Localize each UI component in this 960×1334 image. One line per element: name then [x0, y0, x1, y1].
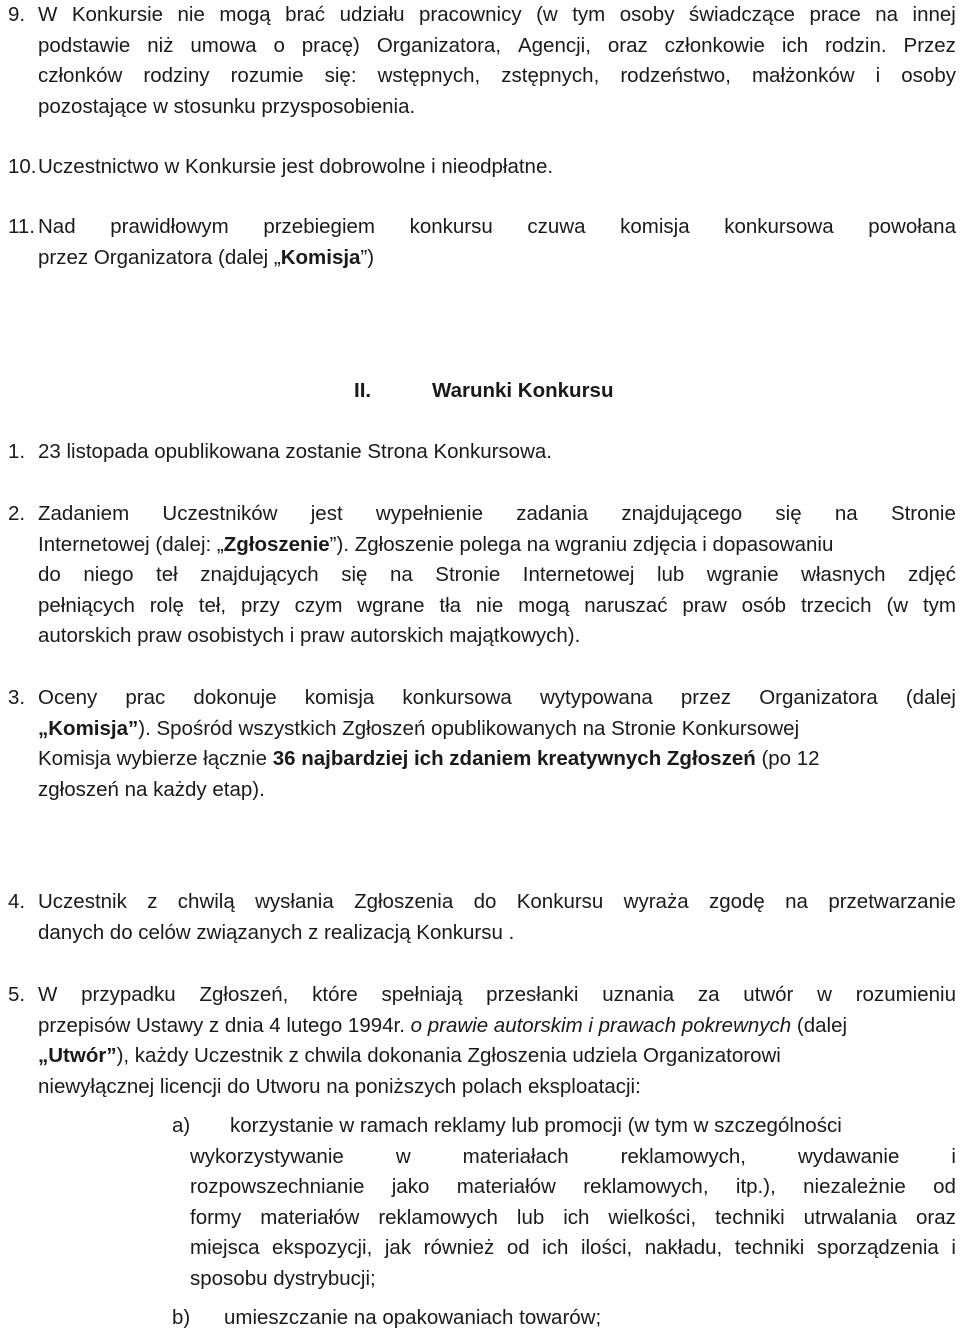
word: i	[951, 1236, 956, 1259]
text-line: niewyłącznej licencji do Utworu na poniższych polach eksploatacji:	[38, 1074, 641, 1098]
word: komisja	[304, 686, 375, 709]
word: reklamowych,	[583, 1175, 709, 1198]
text-fragment: przez Organizatora (dalej „	[38, 245, 281, 269]
text-fragment: (po 12	[755, 747, 820, 770]
condition-2	[8, 499, 956, 652]
word: uznania	[602, 983, 675, 1006]
word: Zgłoszeń,	[199, 983, 289, 1006]
word: od	[933, 1175, 956, 1198]
word: powołana	[868, 215, 956, 238]
word: rozumie	[230, 64, 304, 87]
word: ich	[781, 33, 809, 57]
text-line	[8, 714, 956, 745]
text-line: autorskich praw osobistych i praw autorskich majątkowych).	[38, 624, 581, 647]
word: przypadku	[81, 983, 176, 1006]
section-heading	[354, 376, 613, 406]
statute-title: o prawie autorskim i prawach pokrewnych	[410, 1013, 792, 1037]
word: W	[38, 983, 58, 1006]
justified-line	[8, 591, 956, 622]
numbered-word	[8, 212, 76, 243]
word: rozpowszechnianie	[190, 1175, 365, 1198]
word: przesłanki	[486, 983, 579, 1006]
text-fragment: Komisja wybierze łącznie	[38, 747, 273, 770]
word: Zgłoszenia	[354, 890, 454, 913]
word: przebiegiem	[263, 215, 375, 238]
justified-line	[172, 1172, 956, 1203]
word: rolę	[149, 593, 184, 617]
subitem-a	[172, 1111, 956, 1294]
word: niego	[83, 563, 134, 586]
word: teł	[156, 563, 178, 586]
text-line	[8, 530, 956, 561]
item-text: 23 listopada opublikowana zostanie Strona Konkursowa.	[38, 440, 552, 463]
word: sporządzenia	[816, 1236, 939, 1259]
condition-3	[8, 683, 956, 805]
word: brać	[285, 3, 326, 26]
word: na	[389, 563, 413, 586]
word: niż	[147, 33, 174, 57]
word: przetwarzanie	[828, 890, 956, 913]
word: trzecich	[800, 593, 872, 617]
word: świadczące	[688, 3, 795, 26]
word: zgodę	[708, 890, 765, 913]
word: formy	[190, 1205, 242, 1229]
word: jak	[384, 1236, 412, 1259]
text-line: danych do celów związanych z realizacją Konkursu .	[38, 920, 515, 944]
word: do	[473, 890, 497, 913]
justified-line	[172, 1203, 956, 1234]
word: się	[775, 502, 802, 525]
word: jest	[310, 502, 343, 525]
word: wypełnienie	[375, 502, 484, 525]
word: znajdującego	[621, 502, 743, 525]
word: o	[273, 33, 285, 57]
text-fragment: ), każdy Uczestnik z chwila dokonania Zgłoszenia udziela Organizatorowi	[116, 1044, 781, 1067]
word: małżonków	[751, 64, 855, 87]
subitem-label: b)	[172, 1306, 191, 1329]
text-fragment: ”)	[360, 245, 375, 269]
item-number: 2.	[8, 502, 26, 525]
paragraph-10	[8, 152, 956, 183]
defined-term: Komisja	[280, 245, 361, 269]
word: i	[875, 64, 881, 87]
word: rodziny	[143, 64, 210, 87]
text-fragment: ). Spośród wszystkich Zgłoszeń opublikowanych na Stronie Konkursowej	[138, 716, 800, 740]
word: w	[395, 1144, 411, 1168]
justified-line	[8, 683, 956, 714]
word: nakładu,	[644, 1236, 723, 1259]
justified-line	[172, 1233, 956, 1264]
item-number: 11.	[8, 215, 35, 238]
word: wykorzystywanie	[190, 1144, 344, 1168]
word: nie	[475, 593, 504, 617]
text-line: sposobu dystrybucji;	[190, 1266, 376, 1290]
item-text: Uczestnictwo w Konkursie jest dobrowolne i nieodpłatne.	[38, 155, 554, 178]
word: tym	[922, 593, 956, 617]
word: przez	[680, 686, 732, 709]
numbered-word	[8, 0, 57, 31]
text-line: zgłoszeń na każdy etap).	[38, 777, 265, 801]
text-line	[8, 243, 956, 274]
word: ekspozycji,	[272, 1236, 373, 1259]
word: itp.),	[735, 1175, 776, 1198]
text-line	[8, 744, 956, 775]
word: wielkości,	[608, 1205, 697, 1229]
word: się	[341, 563, 368, 586]
word: Oceny	[38, 686, 98, 709]
word: osoby	[901, 64, 956, 87]
justified-line	[8, 499, 956, 530]
word: techniki	[734, 1236, 805, 1259]
justified-line	[8, 887, 956, 918]
word: (w	[536, 3, 558, 26]
item-number: 5.	[8, 983, 26, 1006]
word: pracę)	[301, 33, 360, 57]
defined-term: Zgłoszenie	[223, 532, 330, 556]
word: materiałów	[456, 1175, 556, 1198]
word: chwilą	[177, 890, 235, 913]
word: prace	[809, 3, 861, 26]
word: Organizatora,	[376, 33, 502, 57]
word: Uczestników	[162, 502, 278, 525]
word: prawidłowym	[110, 215, 229, 238]
word: Uczestnik	[38, 890, 127, 913]
word: teł,	[198, 593, 227, 617]
word: rodzin.	[825, 33, 887, 57]
justified-line	[8, 0, 956, 31]
word: materiałach	[462, 1144, 569, 1168]
word: z	[147, 890, 158, 913]
section-number: II.	[354, 379, 372, 402]
word: tła	[439, 593, 462, 617]
item-number: 10.	[8, 155, 37, 178]
word: Nad	[38, 215, 76, 238]
paragraph-9	[8, 0, 956, 122]
numbered-word	[8, 683, 97, 714]
word: czym	[294, 593, 343, 617]
word: członków	[38, 64, 123, 87]
word: Zadaniem	[38, 502, 130, 525]
numbered-word	[8, 980, 57, 1011]
text-fragment: korzystanie w ramach reklamy lub promocji (w tym w szczególności	[230, 1114, 842, 1137]
text-line	[172, 1303, 956, 1334]
word: zstępnych,	[501, 64, 600, 87]
word: tym	[572, 3, 606, 26]
condition-1	[8, 437, 956, 468]
text-line: pozostające w stosunku przysposobienia.	[38, 94, 416, 118]
item-number: 4.	[8, 890, 26, 913]
word: od	[506, 1236, 530, 1259]
numbered-word	[8, 887, 127, 918]
word: za	[697, 983, 720, 1006]
word: ilości,	[580, 1236, 633, 1259]
word: miejsca	[190, 1236, 260, 1259]
item-number: 3.	[8, 686, 26, 709]
word: na	[785, 890, 808, 913]
word: rozumieniu	[855, 983, 956, 1006]
word: praw	[682, 593, 727, 617]
word: prac	[125, 686, 166, 709]
word: wytypowana	[539, 686, 653, 709]
text-fragment: ”). Zgłoszenie polega na wgraniu zdjęcia i dopasowaniu	[329, 532, 834, 556]
emphasis-text: 36 najbardziej ich zdaniem kreatywnych Zgłoszeń	[272, 747, 756, 770]
word: do	[38, 563, 61, 586]
word: i	[951, 1144, 956, 1168]
word: Stronie	[890, 502, 956, 525]
word: Agencji,	[517, 33, 591, 57]
word: członkowie	[664, 33, 765, 57]
subitem-label: a)	[172, 1114, 191, 1137]
word: mogą	[518, 593, 570, 617]
word: utwór	[743, 983, 794, 1006]
section-title: Warunki Konkursu	[432, 379, 614, 402]
text-fragment: (dalej	[791, 1013, 848, 1037]
text-fragment: umieszczanie na opakowaniach towarów;	[224, 1306, 602, 1329]
word: niezależnie	[803, 1175, 906, 1198]
word: oraz	[916, 1205, 956, 1229]
text-fragment: Internetowej (dalej: „	[38, 532, 224, 556]
word: wysłania	[255, 890, 334, 913]
word: techniki	[715, 1205, 785, 1229]
word: wgrane	[357, 593, 425, 617]
text-line	[8, 1041, 956, 1072]
paragraph-11	[8, 212, 956, 273]
defined-term: „Komisja”	[38, 716, 139, 740]
justified-line	[8, 980, 956, 1011]
word: konkursowa	[402, 686, 512, 709]
word: lub	[656, 563, 685, 586]
word: zadania	[516, 502, 589, 525]
word: Przez	[903, 33, 956, 57]
word: utrwalania	[803, 1205, 898, 1229]
word: osoby	[619, 3, 675, 26]
word: W	[38, 3, 58, 26]
justified-line	[8, 31, 956, 62]
item-number: 1.	[8, 440, 26, 463]
defined-term: „Utwór”	[38, 1044, 117, 1067]
justified-line	[172, 1142, 956, 1173]
word: rodzeństwo,	[620, 64, 731, 87]
condition-4	[8, 887, 956, 948]
word: podstawie	[38, 33, 131, 57]
justified-line	[8, 61, 956, 92]
word: zdjęć	[907, 563, 956, 586]
text-fragment: przepisów Ustawy z dnia 4 lutego 1994r.	[38, 1013, 411, 1037]
word: Konkursie	[71, 3, 164, 26]
word: własnych	[801, 563, 886, 586]
text-line	[8, 1011, 956, 1042]
word: konkursowa	[724, 215, 834, 238]
word: udziału	[339, 3, 405, 26]
word: Stronie	[435, 563, 501, 586]
text-line	[172, 1111, 956, 1142]
word: na	[875, 3, 899, 26]
word: innej	[912, 3, 956, 26]
word: na	[834, 502, 858, 525]
word: Konkursu	[516, 890, 604, 913]
word: konkursu	[409, 215, 493, 238]
word: Internetowej	[522, 563, 635, 586]
word: reklamowych,	[620, 1144, 746, 1168]
word: naruszać	[584, 593, 668, 617]
word: pełniących	[38, 593, 135, 617]
word: w	[817, 983, 832, 1006]
word: ich	[542, 1236, 569, 1259]
numbered-word	[8, 499, 129, 530]
word: umowa	[190, 33, 257, 57]
word: (w	[886, 593, 909, 617]
word: jako	[391, 1175, 430, 1198]
word: czuwa	[527, 215, 586, 238]
word: osób	[741, 593, 787, 617]
word: Organizatora	[759, 686, 878, 709]
subitem-b	[172, 1303, 956, 1334]
word: dokonuje	[193, 686, 277, 709]
word: (dalej	[905, 686, 956, 709]
word: spełniają	[381, 983, 463, 1006]
word: ich	[563, 1205, 590, 1229]
word: oraz	[607, 33, 648, 57]
word: się:	[324, 64, 357, 87]
word: nie	[177, 3, 205, 26]
word: wstępnych,	[377, 64, 481, 87]
word: pracownicy	[419, 3, 522, 26]
item-number: 9.	[8, 3, 26, 26]
condition-5	[8, 980, 956, 1102]
word: materiałów	[260, 1205, 360, 1229]
word: mogą	[219, 3, 271, 26]
word: wydawanie	[797, 1144, 900, 1168]
word: które	[312, 983, 358, 1006]
word: przy	[241, 593, 280, 617]
justified-line	[8, 560, 956, 591]
word: reklamowych	[378, 1205, 498, 1229]
word: lub	[516, 1205, 545, 1229]
justified-line	[8, 212, 956, 243]
word: znajdujących	[200, 563, 319, 586]
word: komisja	[620, 215, 690, 238]
word: wyraża	[623, 890, 689, 913]
word: wgranie	[706, 563, 779, 586]
word: również	[423, 1236, 495, 1259]
